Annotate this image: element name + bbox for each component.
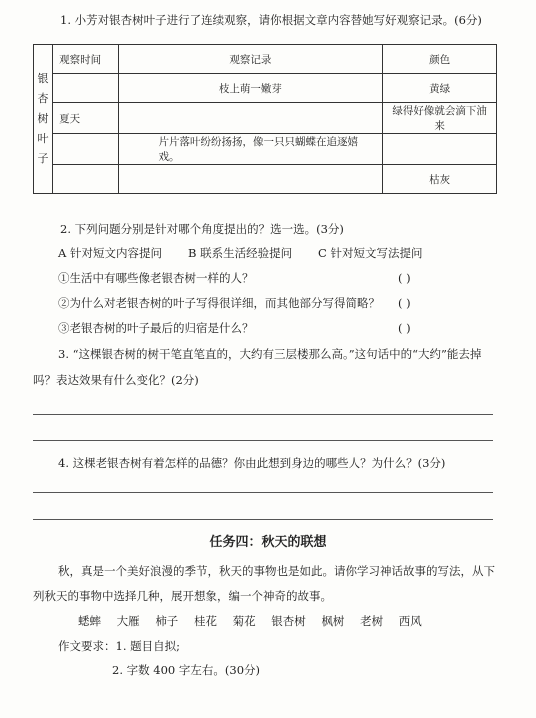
- word-list: [78, 613, 434, 629]
- word: 蟋蟀: [78, 614, 101, 628]
- cell-record: 片片落叶纷纷扬扬，像一只只蝴蝶在追逐嬉戏。: [118, 134, 383, 165]
- essay-requirement-1: 作文要求：1. 题目自拟;: [58, 639, 181, 653]
- table-row: [34, 103, 497, 134]
- header-color: 颜色: [383, 45, 497, 74]
- side-char: 杏: [37, 92, 49, 105]
- essay-requirement-2: 2. 字数 400 字左右。(30分): [112, 663, 260, 677]
- task4-line2: 列秋天的事物中选择几种，展开想象，编一个神奇的故事。: [33, 589, 332, 603]
- header-time: 观察时间: [53, 45, 118, 74]
- cell-color[interactable]: [383, 134, 497, 165]
- q2-item-2: ②为什么对老银杏树的叶子写得很详细，而其他部分写得简略？: [58, 296, 380, 310]
- q2-prompt: 2. 下列问题分别是针对哪个角度提出的？选一选。(3分): [60, 222, 344, 236]
- answer-line[interactable]: [33, 519, 493, 520]
- task4-title: 任务四：秋天的联想: [209, 535, 327, 550]
- word: 枫树: [321, 614, 345, 628]
- cell-record: 枝上萌一嫩芽: [118, 74, 383, 103]
- q2-answer-paren-2[interactable]: ( ): [398, 296, 411, 310]
- side-char: 树: [37, 112, 49, 125]
- cell-time[interactable]: [53, 165, 118, 194]
- q4-prompt: 4. 这棵老银杏树有着怎样的品德？你由此想到身边的哪些人？为什么？(3分): [58, 456, 446, 470]
- cell-color: 枯灰: [383, 165, 497, 194]
- task4-line1: 秋，真是一个美好浪漫的季节，秋天的事物也是如此。请你学习神话故事的写法，从下: [58, 564, 495, 578]
- side-char: 叶: [37, 132, 49, 145]
- cell-time: 夏天: [53, 103, 118, 134]
- q2-item-1: ①生活中有哪些像老银杏树一样的人？: [58, 271, 254, 285]
- cell-record[interactable]: [118, 165, 383, 194]
- observation-table: [33, 44, 497, 194]
- cell-record[interactable]: [118, 103, 383, 134]
- table-row: [34, 165, 497, 194]
- answer-line[interactable]: [33, 414, 493, 415]
- q3-line1: 3. “这棵银杏树的树干笔直笔直的，大约有三层楼那么高。”这句话中的“大约”能去掉: [58, 347, 482, 361]
- answer-line[interactable]: [33, 492, 493, 493]
- q2-answer-paren-1[interactable]: ( ): [398, 271, 411, 285]
- q1-prompt: 1. 小芳对银杏树叶子进行了连续观察，请你根据文章内容替她写好观察记录。(6分): [60, 13, 482, 27]
- q2-item-3: ③老银杏树的叶子最后的归宿是什么？: [58, 321, 254, 335]
- answer-line[interactable]: [33, 440, 493, 441]
- word: 桂花: [193, 614, 217, 628]
- word: 老树: [360, 614, 384, 628]
- q2-answer-paren-3[interactable]: ( ): [398, 321, 411, 335]
- q2-option-c: C 针对短文写法提问: [318, 246, 423, 260]
- word: 银杏树: [271, 614, 306, 628]
- cell-time[interactable]: [53, 74, 118, 103]
- cell-color: 绿得好像就会滴下油来: [383, 103, 497, 134]
- cell-color: 黄绿: [383, 74, 497, 103]
- word: 大雁: [116, 614, 140, 628]
- table-row: [34, 134, 497, 165]
- word: 菊花: [232, 614, 256, 628]
- q3-line2: 吗？表达效果有什么变化？(2分): [33, 373, 199, 387]
- side-char: 银: [37, 72, 49, 85]
- side-char: 子: [37, 152, 49, 165]
- table-row: [34, 74, 497, 103]
- q2-option-b: B 联系生活经验提问: [188, 246, 293, 260]
- header-record: 观察记录: [118, 45, 383, 74]
- table-side-label: [34, 45, 53, 194]
- word: 柿子: [155, 614, 179, 628]
- q2-option-a: A 针对短文内容提问: [58, 246, 162, 260]
- word: 西风: [398, 614, 422, 628]
- cell-time[interactable]: [53, 134, 118, 165]
